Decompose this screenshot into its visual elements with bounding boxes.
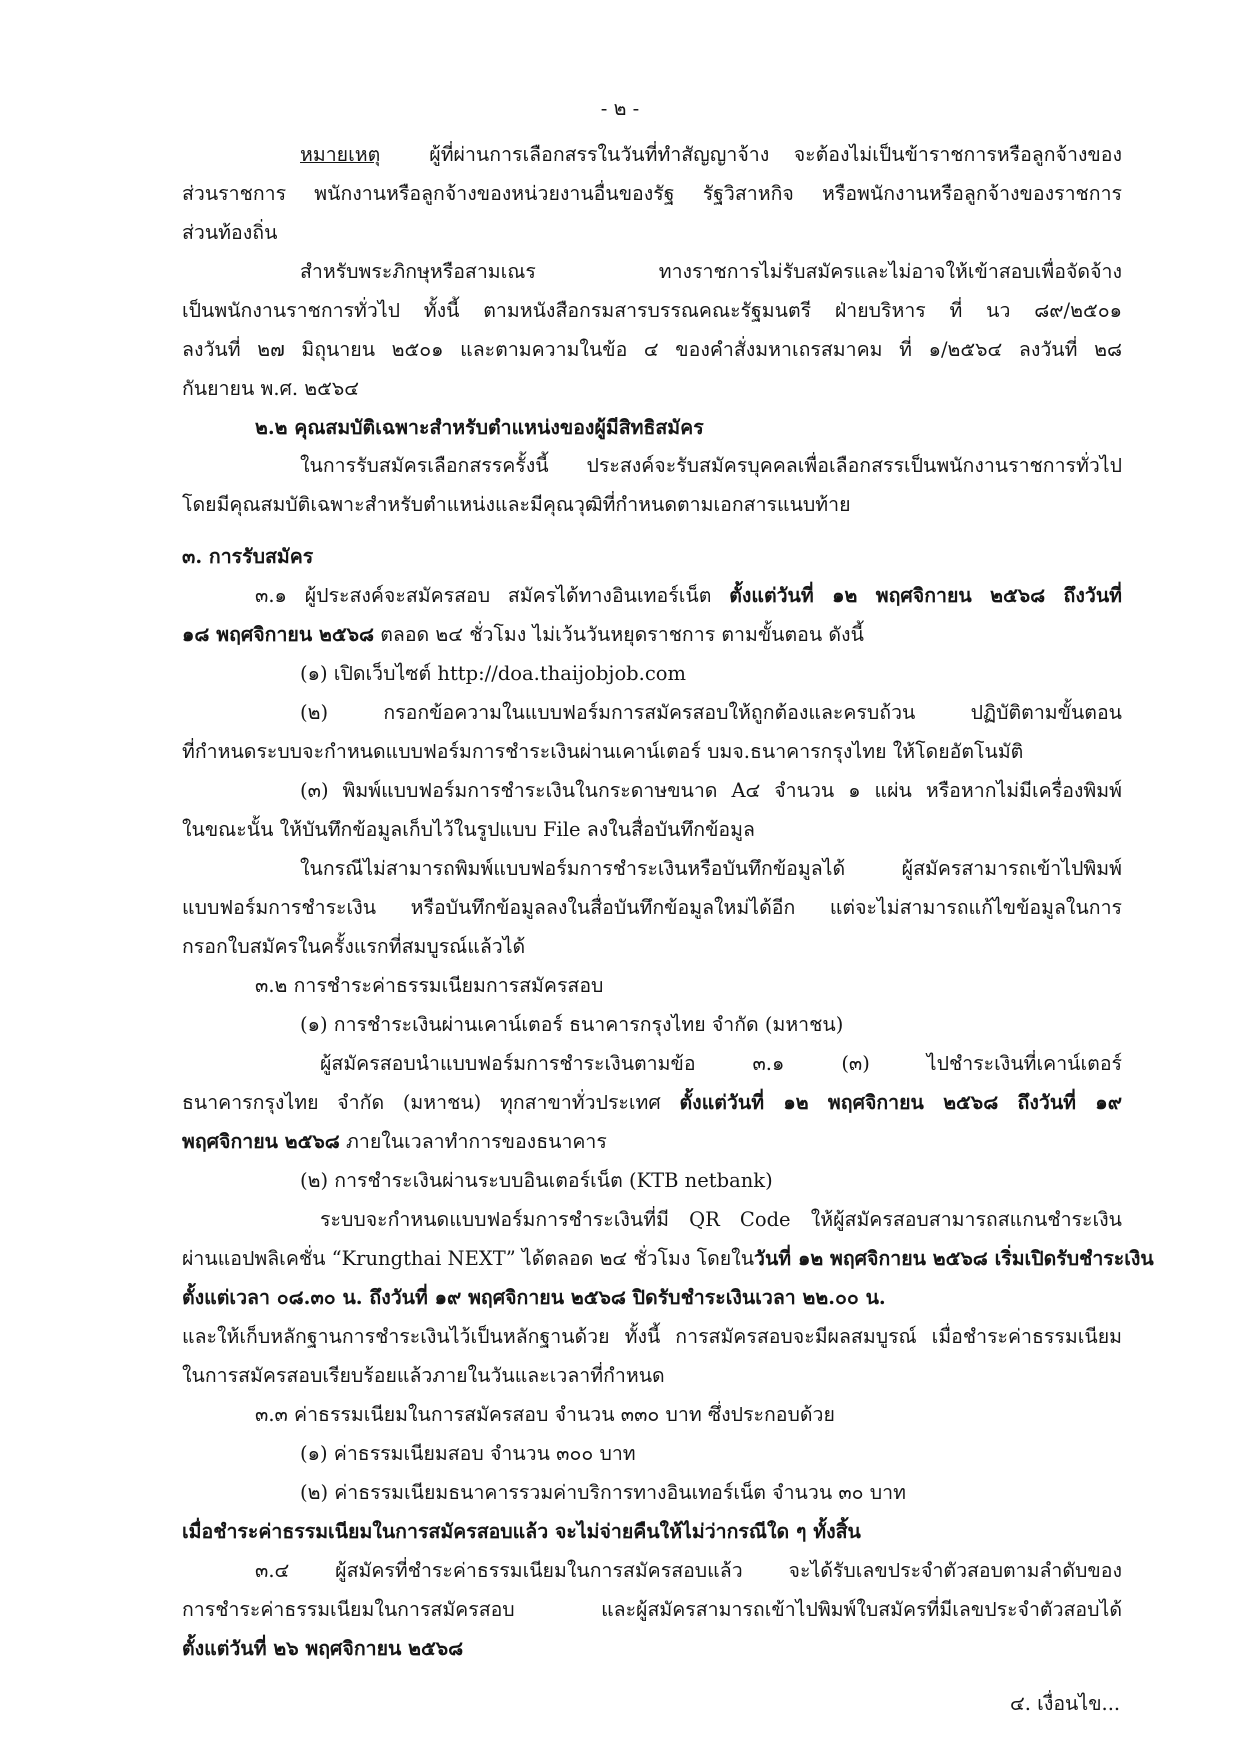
case-line-3: กรอกใบสมัครในครั้งแรกที่สมบูรณ์แล้วได้ bbox=[182, 935, 526, 958]
payment-counter-line-3: พฤศจิกายน ๒๕๖๘ ภายในเวลาทำการของธนาคาร bbox=[182, 1130, 607, 1153]
section-2-2-heading: ๒.๒ คุณสมบัติเฉพาะสำหรับตำแหน่งของผู้มีสิทธิสมัคร bbox=[255, 416, 704, 439]
payment-counter-line-2: ธนาคารกรุงไทย จำกัด (มหาชน) ทุกสาขาทั่วประเทศ ตั้งแต่วันที่ ๑๒ พฤศจิกายน ๒๕๖๘ ถึงวันที่ ๑๙ bbox=[182, 1091, 1122, 1114]
note-line-3: ส่วนท้องถิ่น bbox=[182, 221, 278, 244]
payment-counter-heading: (๑) การชำระเงินผ่านเคาน์เตอร์ ธนาคารกรุงไทย จำกัด (มหาชน) bbox=[300, 1013, 844, 1036]
payment-counter-line-1: ผู้สมัครสอบนำแบบฟอร์มการชำระเงินตามข้อ ๓.๑ (๓) ไปชำระเงินที่เคาน์เตอร์ bbox=[320, 1052, 1122, 1075]
fee-exam: (๑) ค่าธรรมเนียมสอบ จำนวน ๓๐๐ บาท bbox=[300, 1442, 636, 1465]
monk-line-1: สำหรับพระภิกษุหรือสามเณร ทางราชการไม่รับสมัครและไม่อาจให้เข้าสอบเพื่อจัดจ้าง bbox=[300, 260, 1122, 283]
section-3-2-heading: ๓.๒ การชำระค่าธรรมเนียมการสมัครสอบ bbox=[255, 974, 604, 997]
payment-internet-line-4: และให้เก็บหลักฐานการชำระเงินไว้เป็นหลักฐานด้วย ทั้งนี้ การสมัครสอบจะมีผลสมบูรณ์ เมื่อชำระค่าธรรมเนียม bbox=[182, 1325, 1122, 1348]
note-line-2: ส่วนราชการ พนักงานหรือลูกจ้างของหน่วยงานอื่นของรัฐ รัฐวิสาหกิจ หรือพนักงานหรือลูกจ้างของราชการ bbox=[182, 182, 1122, 205]
section-3-4-line-3: ตั้งแต่วันที่ ๒๖ พฤศจิกายน ๒๕๖๘ bbox=[182, 1637, 464, 1660]
section-3-3-line-1: ๓.๓ ค่าธรรมเนียมในการสมัครสอบ จำนวน ๓๓๐ บาท ซึ่งประกอบด้วย bbox=[255, 1403, 835, 1426]
continuation-marker: ๔. เงื่อนไข... bbox=[1010, 1692, 1121, 1715]
section-2-2-line-2: โดยมีคุณสมบัติเฉพาะสำหรับตำแหน่งและมีคุณวุฒิที่กำหนดตามเอกสารแนบท้าย bbox=[182, 493, 851, 516]
monk-line-3: ลงวันที่ ๒๗ มิถุนายน ๒๕๐๑ และตามความในข้อ ๔ ของคำสั่งมหาเถรสมาคม ที่ ๑/๒๕๖๔ ลงวันที่ ๒๘ bbox=[182, 338, 1122, 361]
monk-line-2: เป็นพนักงานราชการทั่วไป ทั้งนี้ ตามหนังสือกรมสารบรรณคณะรัฐมนตรี ฝ่ายบริหาร ที่ นว ๘๙/๒๕๐๑ bbox=[182, 299, 1122, 322]
section-2-2-line-1: ในการรับสมัครเลือกสรรครั้งนี้ ประสงค์จะรับสมัครบุคคลเพื่อเลือกสรรเป็นพนักงานราชการทั่วไป bbox=[300, 454, 1122, 477]
section-3-4-line-2: การชำระค่าธรรมเนียมในการสมัครสอบ และผู้สมัครสามารถเข้าไปพิมพ์ใบสมัครที่มีเลขประจำตัวสอบได้ bbox=[182, 1598, 1122, 1621]
no-refund-warning: เมื่อชำระค่าธรรมเนียมในการสมัครสอบแล้ว จะไม่จ่ายคืนให้ไม่ว่ากรณีใด ๆ ทั้งสิ้น bbox=[182, 1520, 861, 1543]
section-3-1-line-1: ๓.๑ ผู้ประสงค์จะสมัครสอบ สมัครได้ทางอินเทอร์เน็ต ตั้งแต่วันที่ ๑๒ พฤศจิกายน ๒๕๖๘ ถึงวันที่ bbox=[255, 584, 1122, 607]
step-2-line-1: (๒) กรอกข้อความในแบบฟอร์มการสมัครสอบให้ถูกต้องและครบถ้วน ปฏิบัติตามขั้นตอน bbox=[300, 701, 1122, 724]
note-label: หมายเหตุ bbox=[300, 143, 381, 166]
note-line-1: หมายเหตุ ผู้ที่ผ่านการเลือกสรรในวันที่ทำสัญญาจ้าง จะต้องไม่เป็นข้าราชการหรือลูกจ้างของ bbox=[300, 143, 1122, 166]
section-3-1-line-2: ๑๘ พฤศจิกายน ๒๕๖๘ ตลอด ๒๔ ชั่วโมง ไม่เว้นวันหยุดราชการ ตามขั้นตอน ดังนี้ bbox=[182, 623, 864, 646]
payment-internet-line-3: ตั้งแต่เวลา ๐๘.๓๐ น. ถึงวันที่ ๑๙ พฤศจิกายน ๒๕๖๘ ปิดรับชำระเงินเวลา ๒๒.๐๐ น. bbox=[182, 1286, 886, 1309]
page-number: - ๒ - bbox=[600, 97, 640, 120]
step-1-open-website: (๑) เปิดเว็บไซต์ http://doa.thaijobjob.com bbox=[300, 662, 687, 685]
section-3-heading: ๓. การรับสมัคร bbox=[182, 545, 314, 568]
payment-internet-line-5: ในการสมัครสอบเรียบร้อยแล้วภายในวันและเวลาที่กำหนด bbox=[182, 1364, 665, 1387]
payment-internet-heading: (๒) การชำระเงินผ่านระบบอินเตอร์เน็ต (KTB netbank) bbox=[300, 1169, 773, 1192]
payment-internet-line-1: ระบบจะกำหนดแบบฟอร์มการชำระเงินที่มี QR Code ให้ผู้สมัครสอบสามารถสแกนชำระเงิน bbox=[320, 1208, 1122, 1231]
case-line-1: ในกรณีไม่สามารถพิมพ์แบบฟอร์มการชำระเงินหรือบันทึกข้อมูลได้ ผู้สมัครสามารถเข้าไปพิมพ์ bbox=[300, 857, 1122, 880]
payment-internet-line-2: ผ่านแอปพลิเคชั่น “Krungthai NEXT” ได้ตลอด ๒๔ ชั่วโมง โดยในวันที่ ๑๒ พฤศจิกายน ๒๕๖๘ เริ่มเปิดรับชำระเงิน bbox=[182, 1247, 1154, 1270]
step-2-line-2: ที่กำหนดระบบจะกำหนดแบบฟอร์มการชำระเงินผ่านเคาน์เตอร์ บมจ.ธนาคารกรุงไทย ให้โดยอัตโนมัติ bbox=[182, 740, 1024, 763]
step-3-line-2: ในขณะนั้น ให้บันทึกข้อมูลเก็บไว้ในรูปแบบ File ลงในสื่อบันทึกข้อมูล bbox=[182, 818, 755, 841]
monk-line-4: กันยายน พ.ศ. ๒๕๖๔ bbox=[182, 377, 360, 400]
case-line-2: แบบฟอร์มการชำระเงิน หรือบันทึกข้อมูลลงในสื่อบันทึกข้อมูลใหม่ได้อีก แต่จะไม่สามารถแก้ไขข้อมูลในการ bbox=[182, 896, 1122, 919]
fee-bank: (๒) ค่าธรรมเนียมธนาคารรวมค่าบริการทางอินเทอร์เน็ต จำนวน ๓๐ บาท bbox=[300, 1481, 906, 1504]
step-3-line-1: (๓) พิมพ์แบบฟอร์มการชำระเงินในกระดาษขนาด A๔ จำนวน ๑ แผ่น หรือหากไม่มีเครื่องพิมพ์ bbox=[300, 779, 1122, 802]
section-3-4-line-1: ๓.๔ ผู้สมัครที่ชำระค่าธรรมเนียมในการสมัครสอบแล้ว จะได้รับเลขประจำตัวสอบตามลำดับของ bbox=[255, 1559, 1122, 1582]
